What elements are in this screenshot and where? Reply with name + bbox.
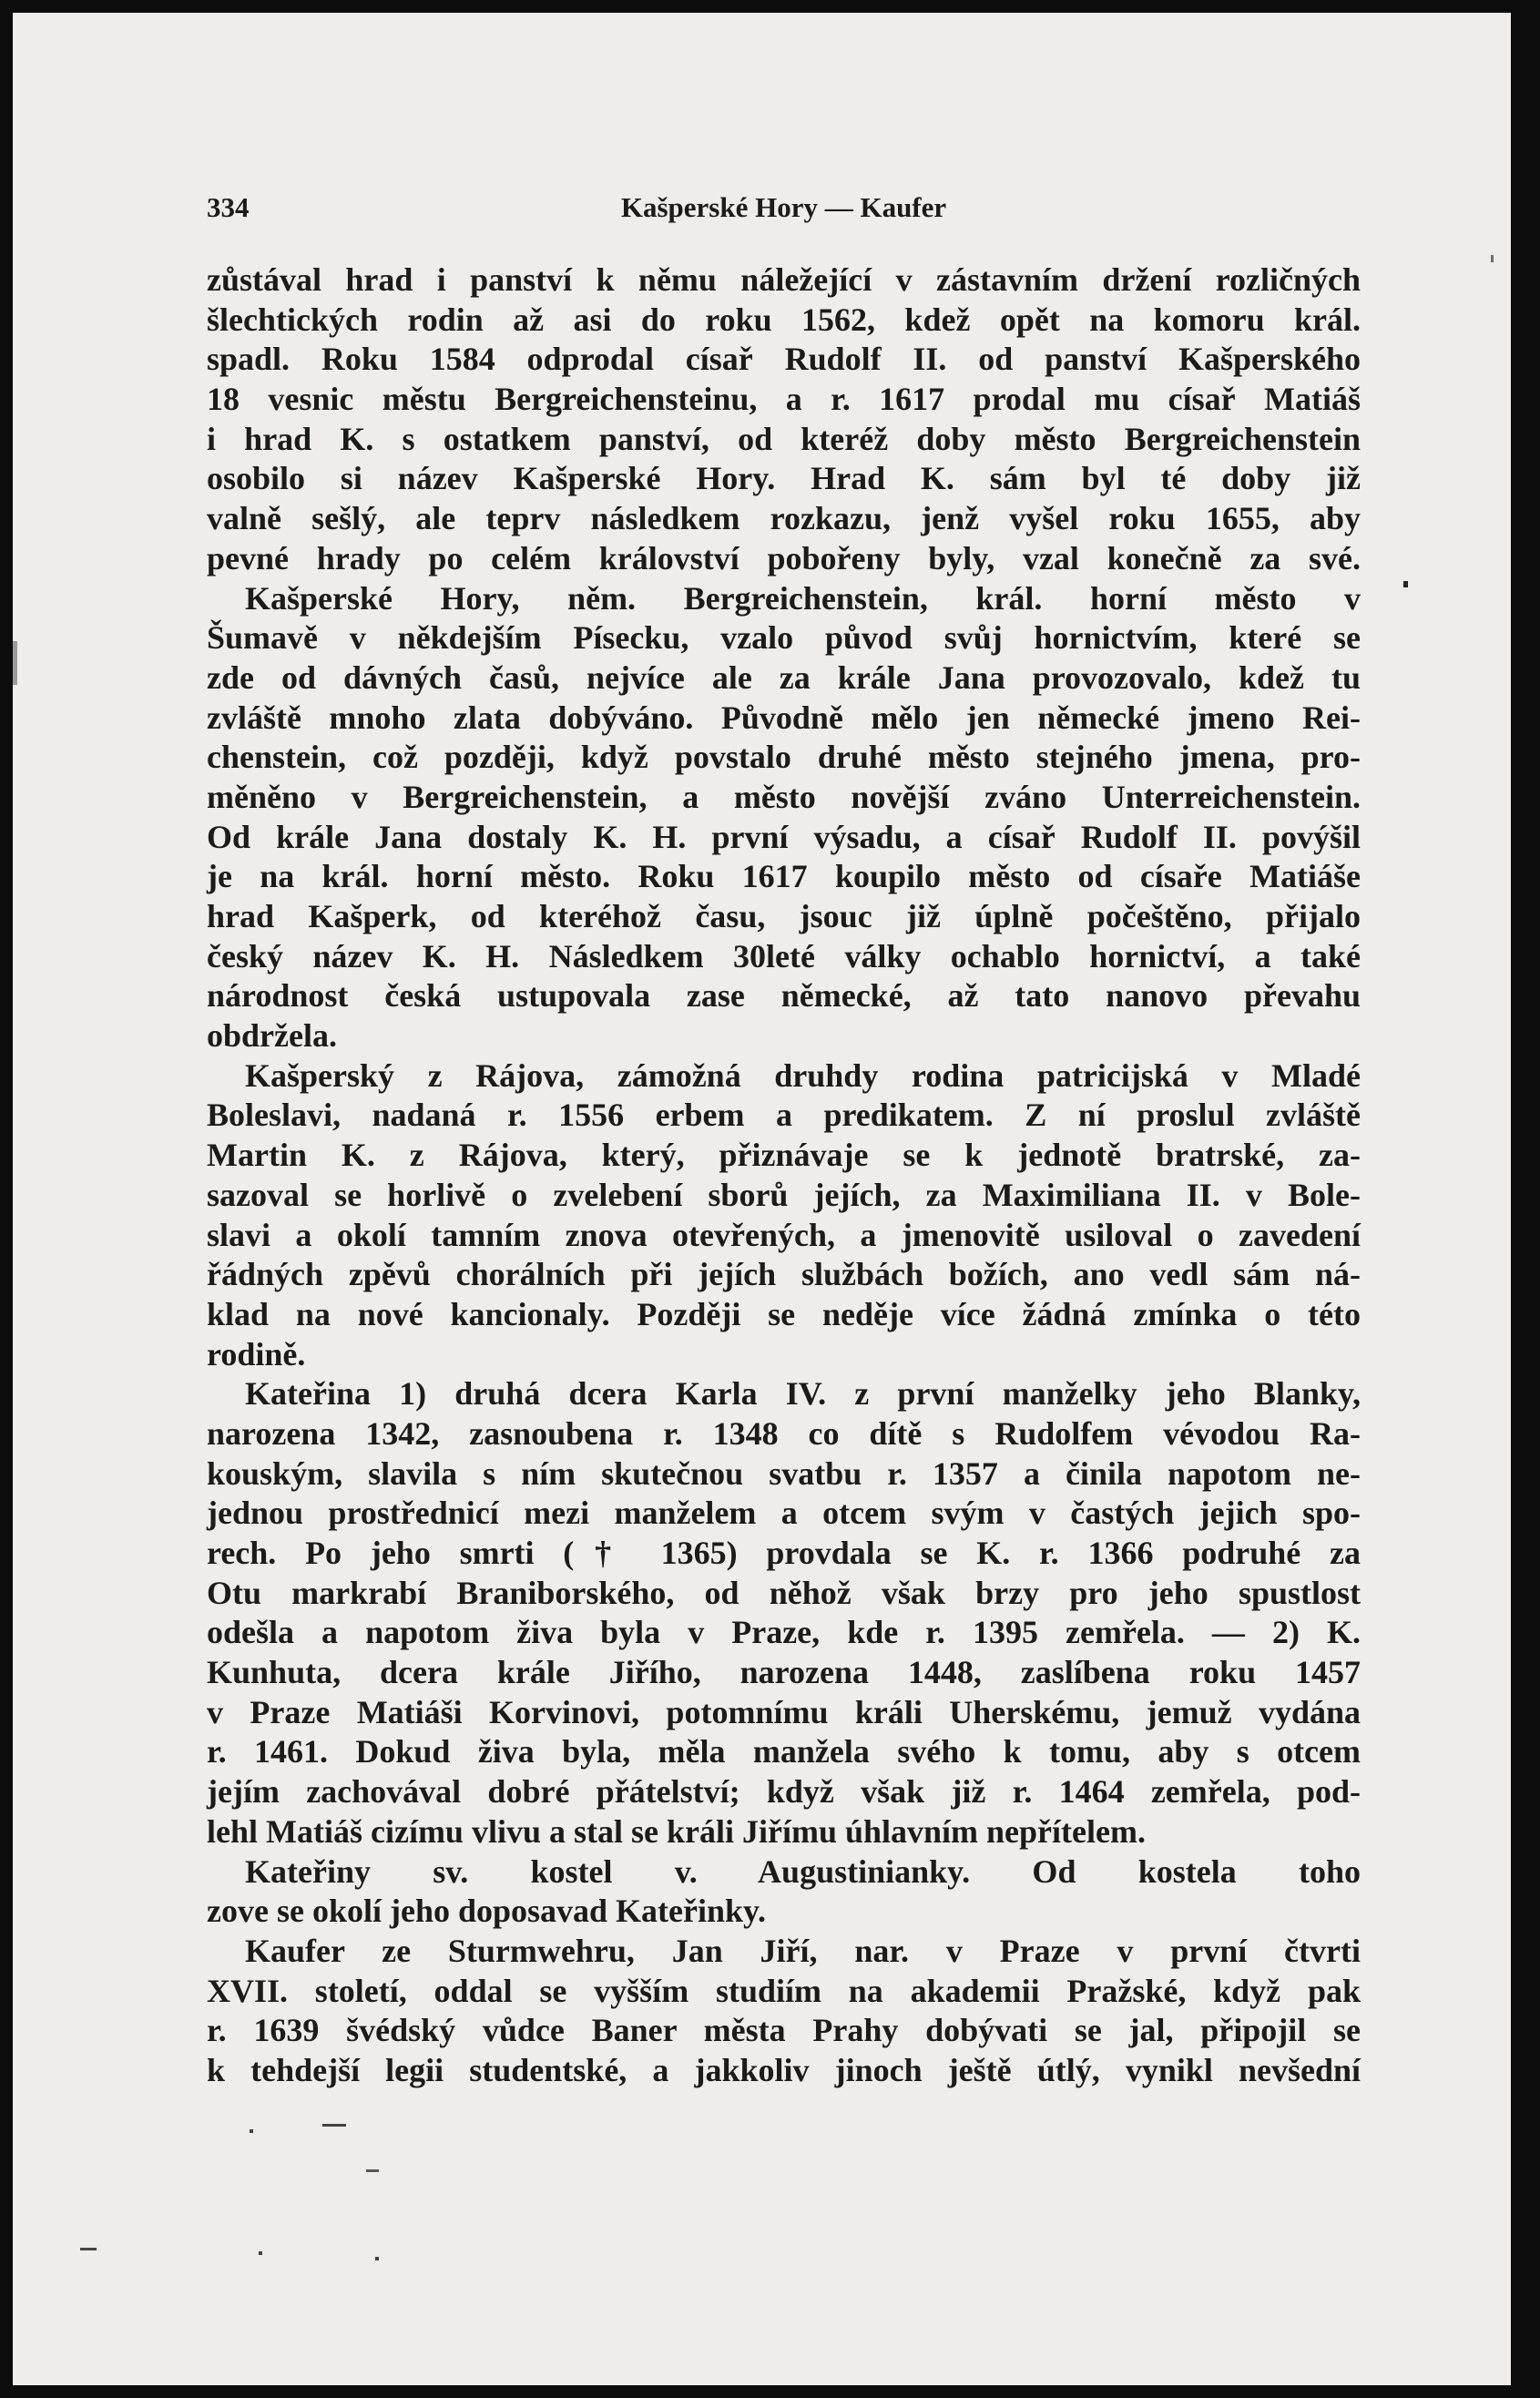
page-number: 334 <box>207 191 250 223</box>
text-line: český název K. H. Následkem 30leté války ochablo hornictví, a také <box>207 937 1361 975</box>
entry-heading-line: Kateřiny sv. kostel v. Augustinianky. Od kostela toho <box>245 1852 1361 1890</box>
running-title: Kašperské Hory — Kaufer <box>620 191 947 223</box>
text-line: chenstein, což později, když povstalo druhé město stejného jmena, pro- <box>207 739 1361 776</box>
text-line: odešla a napotom živa byla v Praze, kde r. 1395 zemřela. — 2) K. <box>207 1614 1361 1651</box>
text-line: zvláště mnoho zlata dobýváno. Původně mělo jen německé jmeno Rei- <box>207 699 1361 736</box>
scan-speck <box>80 2248 97 2250</box>
text-line: řádných zpěvů chorálních při jejích službách božích, ano vedl sám ná- <box>207 1256 1361 1293</box>
text-line: slavi a okolí tamním znova otevřených, a jmenovitě usiloval o zavedení <box>207 1216 1361 1253</box>
text-line: měněno v Bergreichenstein, a město novější zváno Unterreichenstein. <box>207 778 1361 815</box>
text-line: lehl Matiáš cizímu vlivu a stal se králi Jiřímu úhlavním nepřítelem. <box>207 1812 1146 1850</box>
text-line: v Praze Matiáši Korvinovi, potomnímu králi Uherskému, jemuž vydána <box>207 1693 1361 1730</box>
text-line: XVII. století, oddal se vyšším studiím na akademii Pražské, když pak <box>207 1972 1361 2009</box>
text-line: je na král. horní město. Roku 1617 koupilo město od císaře Matiáše <box>207 858 1361 895</box>
entry-heading-line: Kateřina 1) druhá dcera Karla IV. z první manželky jeho Blanky, <box>245 1375 1361 1413</box>
text-line: osobilo si název Kašperské Hory. Hrad K. sám byl té doby již <box>207 460 1361 497</box>
text-line: r. 1639 švédský vůdce Baner města Prahy dobývati se jal, připojil se <box>207 2012 1361 2049</box>
text-line: Šumavě v někdejším Písecku, vzalo původ svůj hornictvím, které se <box>207 619 1361 657</box>
text-line: rech. Po jeho smrti († 1365) provdala se K. r. 1366 podruhé za <box>207 1535 1361 1571</box>
scan-speck <box>1491 255 1494 262</box>
text-line: Martin K. z Rájova, který, přiznávaje se k jednotě bratrské, za- <box>207 1137 1361 1174</box>
entry-heading-line: Kaufer ze Sturmwehru, Jan Jiří, nar. v Praze v první čtvrti <box>245 1932 1361 1969</box>
text-line: Otu markrabí Braniborského, od něhož však brzy pro jeho spustlost <box>207 1574 1361 1611</box>
text-line: jednou prostřednicí mezi manželem a otcem svým v častých jejich spo- <box>207 1495 1361 1532</box>
text-line: sazoval se horlivě o zvelebení sborů jejích, za Maximiliana II. v Bole- <box>207 1176 1361 1213</box>
text-line: jejím zachovával dobré přátelství; když však již r. 1464 zemřela, pod- <box>207 1773 1361 1811</box>
text-line: obdržela. <box>207 1017 337 1055</box>
scan-speck <box>250 2129 253 2133</box>
text-line: zove se okolí jeho doposavad Kateřinky. <box>207 1893 767 1930</box>
text-line: národnost česká ustupovala zase německé, až tato nanovo převahu <box>207 977 1361 1015</box>
scan-speck <box>13 641 17 685</box>
text-line: zde od dávných časů, nejvíce ale za krále Jana provozovalo, kdež tu <box>207 658 1361 696</box>
entry-heading-line: Kašperské Hory, něm. Bergreichenstein, král. horní město v <box>245 579 1361 617</box>
scan-speck <box>375 2257 379 2260</box>
text-line: Od krále Jana dostaly K. H. první výsadu, a císař Rudolf II. povýšil <box>207 818 1361 855</box>
scan-speck <box>322 2124 346 2127</box>
page-header <box>207 191 1361 231</box>
entry-heading-line: Kašperský z Rájova, zámožná druhdy rodina patricijská v Mladé <box>245 1056 1361 1094</box>
text-line: pevné hrady po celém království pobořeny byly, vzal konečně za své. <box>207 539 1361 577</box>
text-line: valně sešlý, ale teprv následkem rozkazu, jenž vyšel roku 1655, aby <box>207 500 1361 537</box>
text-line: r. 1461. Dokud živa byla, měla manžela svého k tomu, aby s otcem <box>207 1733 1361 1770</box>
text-line: 18 vesnic městu Bergreichensteinu, a r. 1617 prodal mu císař Matiáš <box>207 381 1361 418</box>
text-line: i hrad K. s ostatkem panství, od kteréž doby město Bergreichenstein <box>207 420 1361 457</box>
text-line: klad na nové kancionaly. Později se neděje více žádná zmínka o této <box>207 1295 1361 1332</box>
text-line: šlechtických rodin až asi do roku 1562, kdež opět na komoru král. <box>207 301 1361 338</box>
body-text <box>207 260 1361 2091</box>
text-line: spadl. Roku 1584 odprodal císař Rudolf II. od panství Kašperského <box>207 341 1361 378</box>
text-line: rodině. <box>207 1335 306 1372</box>
book-page <box>13 13 1511 2385</box>
text-line: kouským, slavila s ním skutečnou svatbu r. 1357 a činila napotom ne- <box>207 1454 1361 1492</box>
text-line: Kunhuta, dcera krále Jiřího, narozena 1448, zaslíbena roku 1457 <box>207 1654 1361 1691</box>
scan-speck <box>259 2251 262 2255</box>
text-line: hrad Kašperk, od kteréhož času, jsouc již úplně počeštěno, přijalo <box>207 898 1361 934</box>
text-line: Boleslavi, nadaná r. 1556 erbem a predikatem. Z ní proslul zvláště <box>207 1097 1361 1134</box>
text-line: zůstával hrad i panství k němu náležející v zástavním držení rozličných <box>207 261 1361 298</box>
text-line: narozena 1342, zasnoubena r. 1348 co dítě s Rudolfem vévodou Ra- <box>207 1414 1361 1452</box>
scan-speck <box>366 2169 379 2172</box>
scan-speck <box>1403 581 1408 587</box>
text-line: k tehdejší legii studentské, a jakkoliv jinoch ještě útlý, vynikl nevšední <box>207 2051 1361 2088</box>
